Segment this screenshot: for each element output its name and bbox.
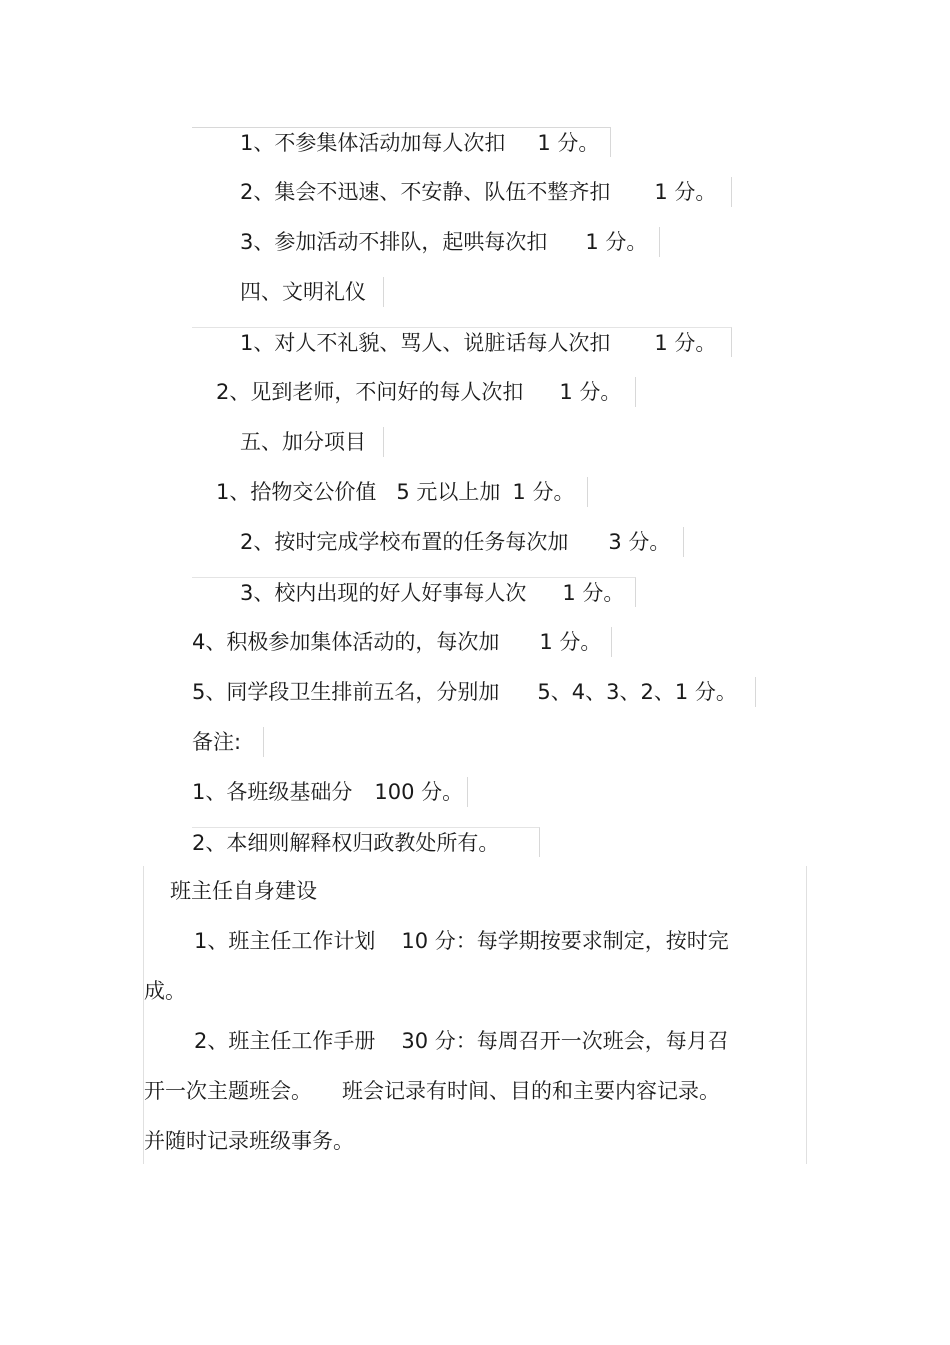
rule-line-2: [192, 177, 732, 207]
rule-line-6: [192, 477, 588, 507]
note-text: 2、本细则解释权归政教处所有。: [192, 831, 500, 855]
rule-text: 1、拾物交公价值: [216, 480, 377, 504]
rule-line-9: [192, 627, 612, 657]
rule-line-8: [192, 577, 636, 607]
rule-score: 1 分。: [537, 131, 600, 155]
note-text: 1、各班级基础分: [192, 780, 353, 804]
rule-text: 1、不参集体活动加每人次扣: [240, 131, 506, 155]
rule-score: 1 分。: [654, 180, 717, 204]
selfbuild-item1-line2: 成。: [144, 979, 186, 1003]
rule-text: 3、参加活动不排队，起哄每次扣: [240, 230, 548, 254]
rule-score: 1 分。: [585, 230, 648, 254]
rule-score: 1 分。: [539, 630, 602, 654]
rule-score: 1 分。: [559, 380, 622, 404]
rule-score: 3 分。: [608, 530, 671, 554]
selfbuild-item2-line3: 并随时记录班级事务。: [144, 1129, 354, 1153]
selfbuild-item2-line2: 开一次主题班会。 班会记录有时间、目的和主要内容记录。: [144, 1079, 720, 1103]
rule-text: 2、按时完成学校布置的任务每次加: [240, 530, 569, 554]
section-heading-4: 四、文明礼仪: [192, 277, 384, 307]
selfbuild-heading: 班主任自身建设: [170, 879, 317, 903]
selfbuild-item2-line1: 2、班主任工作手册 30 分：每周召开一次班会，每月召: [194, 1029, 729, 1053]
rule-text: 1、对人不礼貌、骂人、说脏话每人次扣: [240, 331, 611, 355]
selfbuild-box: [143, 866, 807, 1164]
rule-score: 1 分。: [562, 581, 625, 605]
rule-text: 2、集会不迅速、不安静、队伍不整齐扣: [240, 180, 611, 204]
rule-score: 5、4、3、2、1 分。: [537, 680, 737, 704]
rule-line-10: [192, 677, 756, 707]
rule-line-7: [192, 527, 684, 557]
note-line-2: [192, 827, 540, 857]
note-score: 100 分。: [374, 780, 464, 804]
rule-line-4: [192, 327, 732, 357]
rule-text: 5、同学段卫生排前五名，分别加: [192, 680, 500, 704]
section-heading-5: 五、加分项目: [192, 427, 384, 457]
rule-line-1: [192, 127, 611, 157]
rule-score: 1 分。: [512, 480, 575, 504]
rule-text: 2、见到老师，不问好的每人次扣: [216, 380, 524, 404]
notes-heading: 备注:: [192, 727, 264, 757]
rule-text: 4、积极参加集体活动的，每次加: [192, 630, 500, 654]
selfbuild-item1-line1: 1、班主任工作计划 10 分：每学期按要求制定，按时完: [194, 929, 729, 953]
note-line-1: [192, 777, 468, 807]
rule-text: 3、校内出现的好人好事每人次: [240, 581, 527, 605]
rule-mid: 5 元以上加: [396, 480, 501, 504]
rule-line-5: [192, 377, 636, 407]
rule-line-3: [192, 227, 660, 257]
rule-score: 1 分。: [654, 331, 717, 355]
